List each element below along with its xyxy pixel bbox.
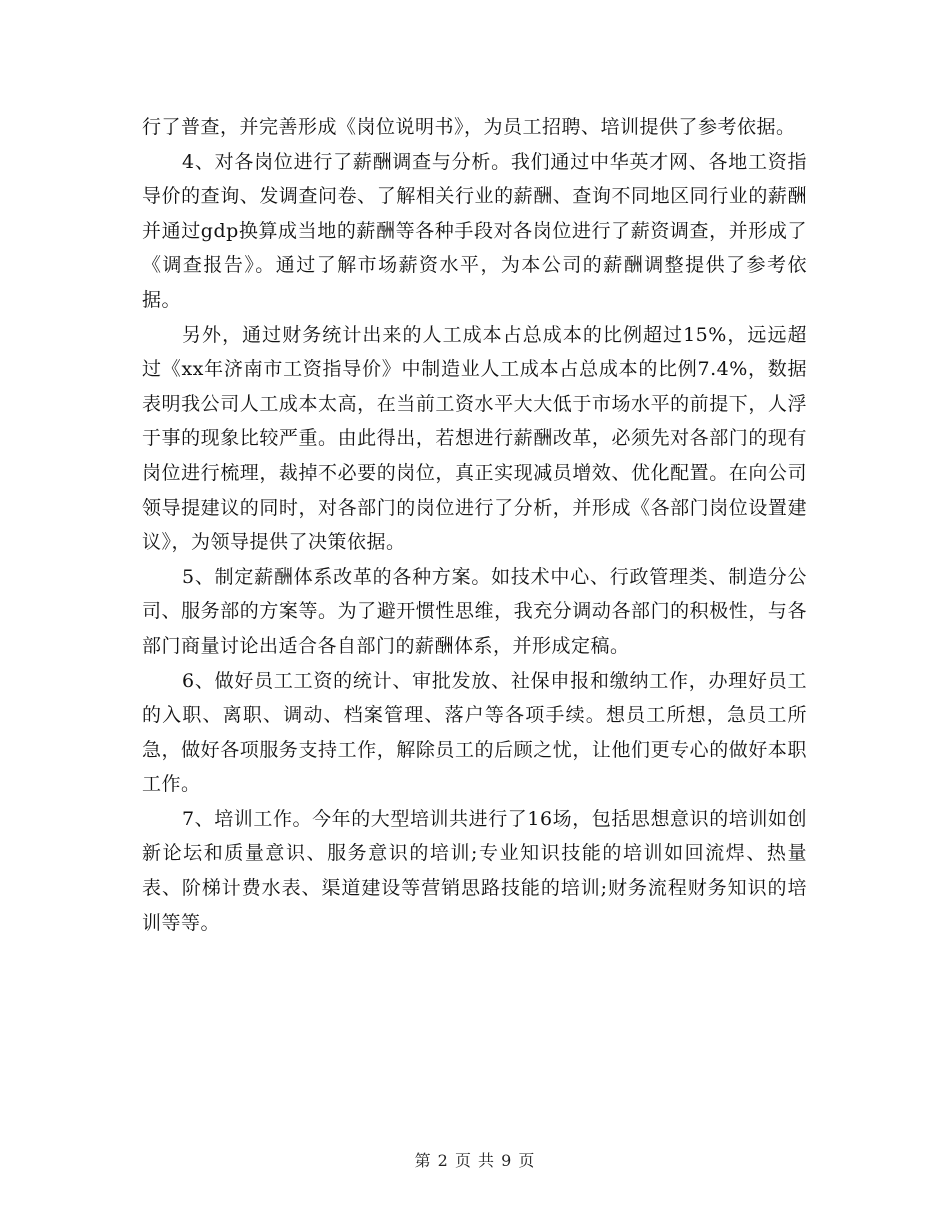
paragraph-6: 7、培训工作。今年的大型培训共进行了16场，包括思想意识的培训如创新论坛和质量意识、服务意识的培训;专业知识技能的培训如回流焊、热量表、阶梯计费水表、渠道建设等营销思路技能的培训;财务流程财务知识的培训等等。 [142, 807, 807, 934]
paragraph-2: 4、对各岗位进行了薪酬调查与分析。我们通过中华英才网、各地工资指导价的查询、发调查问卷、了解相关行业的薪酬、查询不同地区同行业的薪酬并通过gdp换算成当地的薪酬等各种手段对各岗位进行了薪资调查，并形成了《调查报告》。通过了解市场薪资水平，为本公司的薪酬调整提供了参考依据。 [142, 150, 807, 311]
page-number-footer: 第 2 页 共 9 页 [414, 1151, 536, 1170]
document-body [142, 110, 807, 940]
paragraph-5: 6、做好员工工资的统计、审批发放、社保申报和缴纳工作，办理好员工的入职、离职、调动、档案管理、落户等各项手续。想员工所想，急员工所急，做好各项服务支持工作，解除员工的后顾之忧，让他们更专心的做好本职工作。 [142, 669, 807, 796]
paragraph-4: 5、制定薪酬体系改革的各种方案。如技术中心、行政管理类、制造分公司、服务部的方案等。为了避开惯性思维，我充分调动各部门的积极性，与各部门商量讨论出适合各自部门的薪酬体系，并形成定稿。 [142, 565, 807, 657]
paragraph-3: 另外，通过财务统计出来的人工成本占总成本的比例超过15%，远远超过《xx年济南市工资指导价》中制造业人工成本占总成本的比例7.4%，数据表明我公司人工成本太高，在当前工资水平大大低于市场水平的前提下，人浮于事的现象比较严重。由此得出，若想进行薪酬改革，必须先对各部门的现有岗位进行梳理，裁掉不必要的岗位，真正实现减员增效、优化配置。在向公司领导提建议的同时，对各部门的岗位进行了分析，并形成《各部门岗位设置建议》，为领导提供了决策依据。 [142, 323, 807, 554]
paragraph-1: 行了普查，并完善形成《岗位说明书》，为员工招聘、培训提供了参考依据。 [142, 116, 796, 138]
